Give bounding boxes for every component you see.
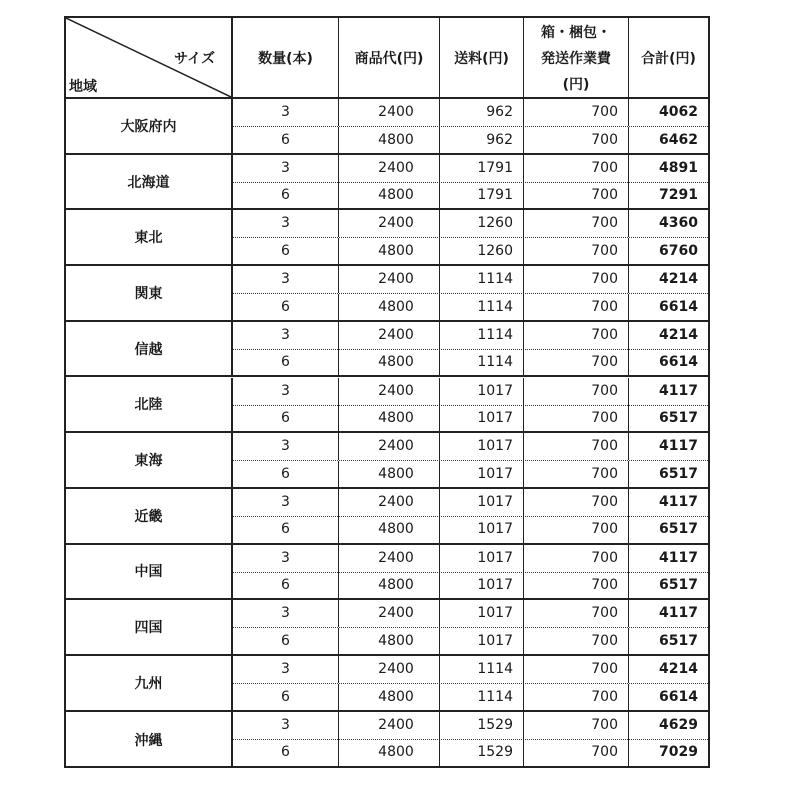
- shipping-cell: 962: [440, 127, 524, 154]
- region-name: 中国: [66, 545, 233, 599]
- shipping-cell: 1017: [440, 433, 524, 460]
- shipping-cell: 1017: [440, 628, 524, 655]
- total-cell: 6517: [659, 410, 698, 426]
- quantity-cell: 6: [233, 572, 339, 599]
- region-name: 関東: [66, 266, 233, 320]
- region-group: [66, 99, 708, 155]
- packing-cell: 700: [524, 182, 629, 209]
- price-cell: 2400: [339, 155, 440, 182]
- region-group: [66, 600, 708, 656]
- packing-cell: 700: [524, 294, 629, 321]
- packing-cell: 700: [524, 739, 629, 766]
- total-cell: 6517: [659, 577, 698, 594]
- total-cell: 6760: [659, 242, 698, 259]
- table-row: [233, 266, 708, 294]
- header-packing-line3: (円): [562, 76, 590, 93]
- region-name: 四国: [66, 600, 233, 654]
- table-row: [233, 712, 708, 740]
- packing-cell: 700: [524, 461, 629, 488]
- quantity-cell: 6: [233, 684, 339, 711]
- shipping-cell: 1529: [440, 739, 524, 766]
- packing-cell: 700: [524, 712, 629, 739]
- price-cell: 4800: [339, 294, 440, 321]
- header-packing-line1: 箱・梱包・: [541, 24, 611, 41]
- shipping-cell: 1260: [440, 238, 524, 265]
- region-group: [66, 489, 708, 545]
- region-name: 大阪府内: [66, 99, 233, 153]
- header-shipping: 送料(円): [440, 18, 524, 99]
- total-cell: 4214: [659, 661, 698, 677]
- quantity-cell: 6: [233, 182, 339, 209]
- quantity-cell: 6: [233, 405, 339, 432]
- packing-cell: 700: [524, 99, 629, 126]
- total-cell: 4117: [659, 549, 698, 566]
- packing-cell: 700: [524, 628, 629, 655]
- shipping-cell: 1114: [440, 684, 524, 711]
- price-cell: 2400: [339, 489, 440, 516]
- price-cell: 4800: [339, 182, 440, 209]
- total-cell: 4117: [659, 438, 698, 455]
- shipping-cell: 1017: [440, 405, 524, 432]
- shipping-cell: 1017: [440, 572, 524, 599]
- quantity-cell: 3: [233, 545, 339, 572]
- shipping-cell: 1114: [440, 294, 524, 321]
- price-cell: 2400: [339, 600, 440, 627]
- region-group: [66, 433, 708, 489]
- price-cell: 2400: [339, 656, 440, 683]
- table-row: [233, 99, 708, 127]
- packing-cell: 700: [524, 516, 629, 543]
- shipping-cell: 1017: [440, 461, 524, 488]
- packing-cell: 700: [524, 489, 629, 516]
- price-cell: 4800: [339, 127, 440, 154]
- region-group: [66, 656, 708, 712]
- quantity-cell: 6: [233, 127, 339, 154]
- price-cell: 4800: [339, 238, 440, 265]
- packing-cell: 700: [524, 378, 629, 405]
- total-cell: 6462: [659, 131, 698, 148]
- table-row: [233, 739, 708, 766]
- header-corner-cell: [66, 18, 233, 99]
- total-cell: 4629: [659, 716, 698, 733]
- quantity-cell: 3: [233, 322, 339, 349]
- quantity-cell: 3: [233, 210, 339, 237]
- region-name: 東海: [66, 433, 233, 487]
- shipping-cell: 1529: [440, 712, 524, 739]
- table-row: [233, 127, 708, 154]
- header-packing-line2: 発送作業費: [541, 50, 611, 67]
- packing-cell: 700: [524, 238, 629, 265]
- header-packing: [524, 18, 629, 99]
- table-row: [233, 155, 708, 183]
- packing-cell: 700: [524, 155, 629, 182]
- packing-cell: 700: [524, 405, 629, 432]
- quantity-cell: 3: [233, 600, 339, 627]
- region-name: 近畿: [66, 489, 233, 543]
- shipping-cell: 1017: [440, 600, 524, 627]
- quantity-cell: 6: [233, 461, 339, 488]
- shipping-cell: 1017: [440, 545, 524, 572]
- table-row: [233, 378, 708, 406]
- region-group: [66, 210, 708, 266]
- packing-cell: 700: [524, 433, 629, 460]
- packing-cell: 700: [524, 127, 629, 154]
- packing-cell: 700: [524, 656, 629, 683]
- packing-cell: 700: [524, 266, 629, 293]
- total-cell: 4062: [659, 104, 698, 120]
- total-cell: 6614: [659, 354, 698, 371]
- quantity-cell: 3: [233, 433, 339, 460]
- packing-cell: 700: [524, 572, 629, 599]
- shipping-cell: 1114: [440, 349, 524, 376]
- price-cell: 4800: [339, 516, 440, 543]
- header-total: 合計(円): [641, 50, 696, 67]
- table-row: [233, 405, 708, 432]
- price-cell: 2400: [339, 266, 440, 293]
- region-name: 北陸: [66, 378, 233, 432]
- price-cell: 2400: [339, 545, 440, 572]
- table-row: [233, 572, 708, 599]
- table-row: [233, 461, 708, 488]
- shipping-cost-table: [64, 16, 710, 768]
- price-cell: 4800: [339, 739, 440, 766]
- total-cell: 4214: [659, 271, 698, 288]
- table-row: [233, 600, 708, 628]
- quantity-cell: 3: [233, 378, 339, 405]
- region-group: [66, 712, 708, 768]
- header-region-label: 地域: [69, 79, 97, 95]
- price-cell: 4800: [339, 349, 440, 376]
- region-name: 東北: [66, 210, 233, 264]
- shipping-cell: 1017: [440, 516, 524, 543]
- packing-cell: 700: [524, 210, 629, 237]
- table-row: [233, 684, 708, 711]
- table-row: [233, 516, 708, 543]
- quantity-cell: 6: [233, 739, 339, 766]
- shipping-cell: 1017: [440, 378, 524, 405]
- region-name: 沖縄: [66, 712, 233, 768]
- price-cell: 2400: [339, 322, 440, 349]
- table-row: [233, 294, 708, 321]
- quantity-cell: 6: [233, 516, 339, 543]
- total-cell: 7291: [659, 187, 698, 204]
- price-cell: 2400: [339, 210, 440, 237]
- region-name: 信越: [66, 322, 233, 376]
- total-cell: 6517: [659, 521, 698, 538]
- region-group: [66, 266, 708, 322]
- region-group: [66, 155, 708, 211]
- packing-cell: 700: [524, 600, 629, 627]
- table-row: [233, 433, 708, 461]
- shipping-cell: 962: [440, 99, 524, 126]
- header-product-price: 商品代(円): [339, 18, 440, 99]
- quantity-cell: 6: [233, 294, 339, 321]
- quantity-cell: 3: [233, 712, 339, 739]
- price-cell: 2400: [339, 378, 440, 405]
- quantity-cell: 3: [233, 266, 339, 293]
- total-cell: 4117: [659, 605, 698, 622]
- quantity-cell: 6: [233, 628, 339, 655]
- shipping-cell: 1260: [440, 210, 524, 237]
- total-cell: 4117: [659, 493, 698, 510]
- packing-cell: 700: [524, 349, 629, 376]
- total-cell: 6614: [659, 298, 698, 315]
- quantity-cell: 6: [233, 349, 339, 376]
- header-quantity: 数量(本): [233, 18, 339, 99]
- total-cell: 7029: [659, 744, 698, 761]
- region-group: [66, 378, 708, 434]
- price-cell: 4800: [339, 684, 440, 711]
- table-row: [233, 628, 708, 655]
- shipping-cell: 1791: [440, 182, 524, 209]
- region-name: 九州: [66, 656, 233, 710]
- quantity-cell: 3: [233, 99, 339, 126]
- table-row: [233, 210, 708, 238]
- shipping-cell: 1791: [440, 155, 524, 182]
- table-row: [233, 349, 708, 376]
- total-cell: 4214: [659, 326, 698, 343]
- shipping-cell: 1114: [440, 656, 524, 683]
- total-cell: 4891: [659, 159, 698, 176]
- price-cell: 4800: [339, 628, 440, 655]
- table-row: [233, 322, 708, 350]
- packing-cell: 700: [524, 322, 629, 349]
- total-cell: 4117: [659, 382, 698, 399]
- quantity-cell: 3: [233, 489, 339, 516]
- total-cell: 6517: [659, 632, 698, 649]
- shipping-cell: 1114: [440, 266, 524, 293]
- price-cell: 4800: [339, 405, 440, 432]
- table-header: [66, 18, 708, 99]
- total-cell: 6517: [659, 465, 698, 482]
- header-size-label: サイズ: [174, 51, 215, 67]
- quantity-cell: 3: [233, 656, 339, 683]
- price-cell: 2400: [339, 712, 440, 739]
- table-row: [233, 238, 708, 265]
- packing-cell: 700: [524, 684, 629, 711]
- shipping-cell: 1114: [440, 322, 524, 349]
- table-row: [233, 489, 708, 517]
- packing-cell: 700: [524, 545, 629, 572]
- region-name: 北海道: [66, 155, 233, 209]
- table-row: [233, 545, 708, 573]
- table-row: [233, 182, 708, 209]
- total-cell: 6614: [659, 688, 698, 705]
- total-cell: 4360: [659, 215, 698, 232]
- price-cell: 2400: [339, 433, 440, 460]
- region-group: [66, 322, 708, 378]
- quantity-cell: 6: [233, 238, 339, 265]
- price-cell: 4800: [339, 461, 440, 488]
- region-group: [66, 545, 708, 601]
- shipping-cell: 1017: [440, 489, 524, 516]
- quantity-cell: 3: [233, 155, 339, 182]
- table-row: [233, 656, 708, 684]
- price-cell: 2400: [339, 99, 440, 126]
- price-cell: 4800: [339, 572, 440, 599]
